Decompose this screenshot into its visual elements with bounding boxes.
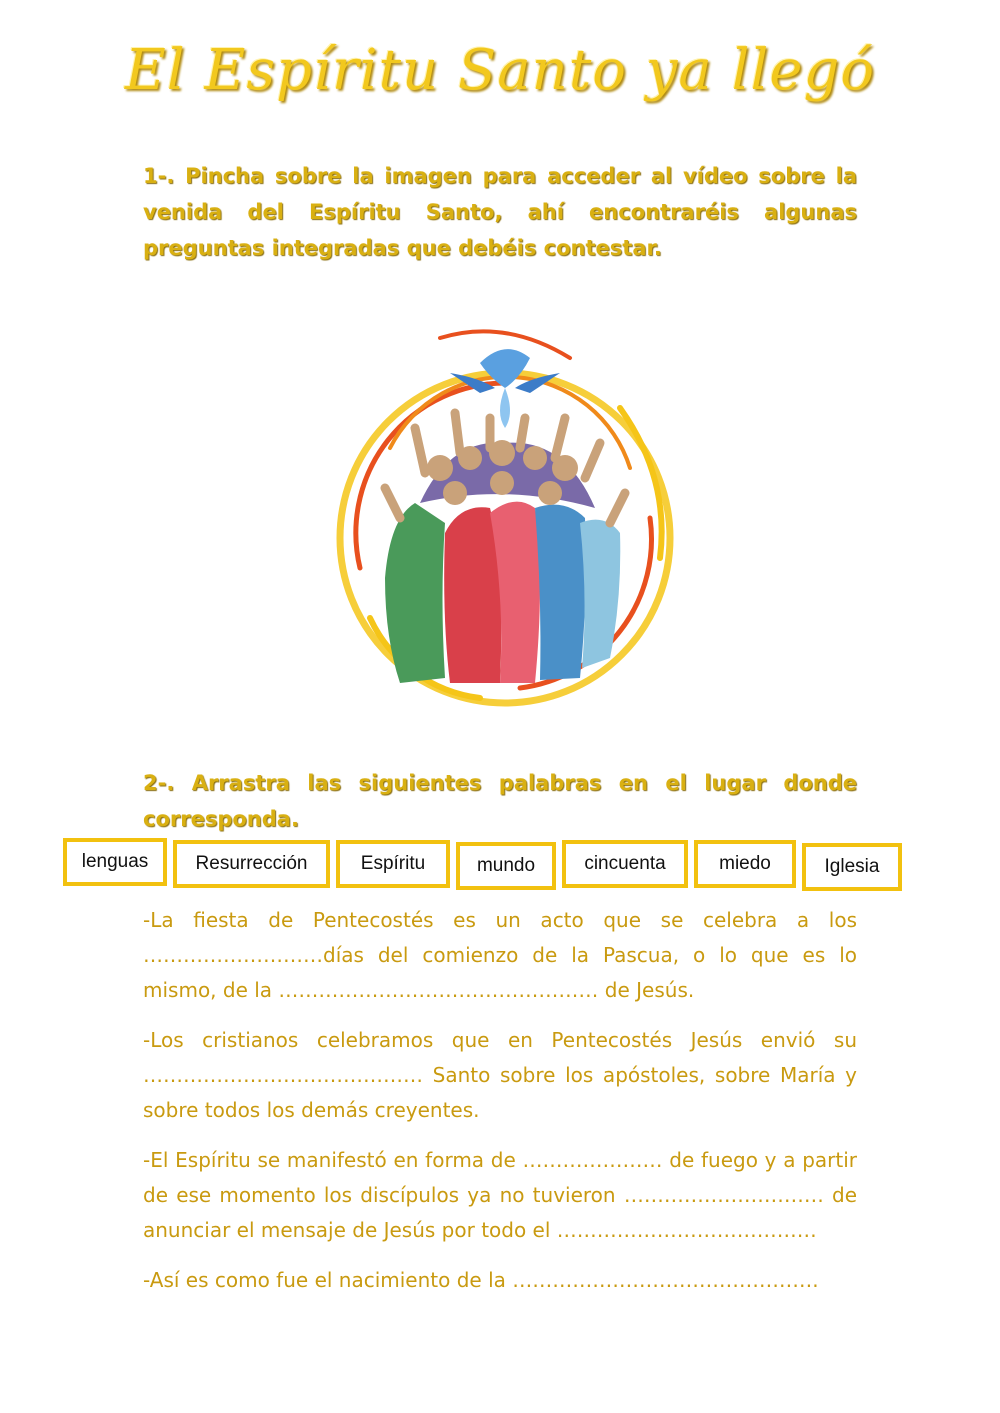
sentence-text: de Jesús. [604, 978, 695, 1002]
drop-blank[interactable]: ………………………………………… [278, 978, 599, 1002]
page-title: El Espíritu Santo ya llegó [124, 38, 876, 103]
sentence-text: -La fiesta de Pentecostés es un acto que se celebra a los [143, 908, 857, 932]
sentence-text: -Así es como fue el nacimiento de la [143, 1268, 506, 1292]
people-group [385, 413, 625, 683]
drop-blank[interactable]: ………………………………… [556, 1218, 817, 1242]
word-chip-mundo[interactable]: mundo [456, 842, 556, 890]
drop-blank[interactable]: …………………………………… [143, 1063, 423, 1087]
word-chip-espiritu[interactable]: Espíritu [336, 840, 450, 888]
sentence-3 [143, 1143, 857, 1248]
drop-blank[interactable]: ………………… [522, 1148, 663, 1172]
sentence-text: de anunciar el mensaje de Jesús por todo el [143, 1183, 858, 1242]
sentence-text: -El Espíritu se manifestó en forma de [143, 1148, 516, 1172]
sentence-text: días del comienzo de la Pascua, o lo que es lo mismo, de la [143, 943, 857, 1002]
sentence-text: -Los cristianos celebramos que en Pentecostés Jesús envió su [143, 1028, 857, 1052]
word-chip-miedo[interactable]: miedo [694, 840, 796, 888]
sentence-2 [143, 1023, 857, 1128]
drop-blank[interactable]: ………………………………………. [512, 1268, 819, 1292]
drop-blank[interactable]: ……………………… [143, 943, 323, 967]
sentence-text: Santo sobre los apóstoles, sobre María y sobre todos los demás creyentes. [143, 1063, 858, 1122]
sentence-4 [143, 1263, 857, 1298]
instruction-2: 2-. Arrastra las siguientes palabras en el lugar donde corresponda. [143, 771, 857, 831]
word-chip-lenguas[interactable]: lenguas [63, 838, 167, 886]
instruction-1: 1-. Pincha sobre la imagen para acceder al vídeo sobre la venida del Espíritu Santo, ahí encontraréis algunas preguntas integradas que debéis contestar. [143, 164, 857, 260]
sentence-1 [143, 903, 857, 1008]
word-chip-resurreccion[interactable]: Resurrección [173, 840, 330, 888]
word-chip-iglesia[interactable]: Iglesia [802, 843, 902, 891]
drop-blank[interactable]: ………………………… [623, 1183, 824, 1207]
word-chip-cincuenta[interactable]: cincuenta [562, 840, 688, 888]
pentecost-illustration[interactable] [330, 318, 680, 713]
sentence-text: de fuego y a partir de ese momento los discípulos ya no tuvieron [143, 1148, 857, 1207]
